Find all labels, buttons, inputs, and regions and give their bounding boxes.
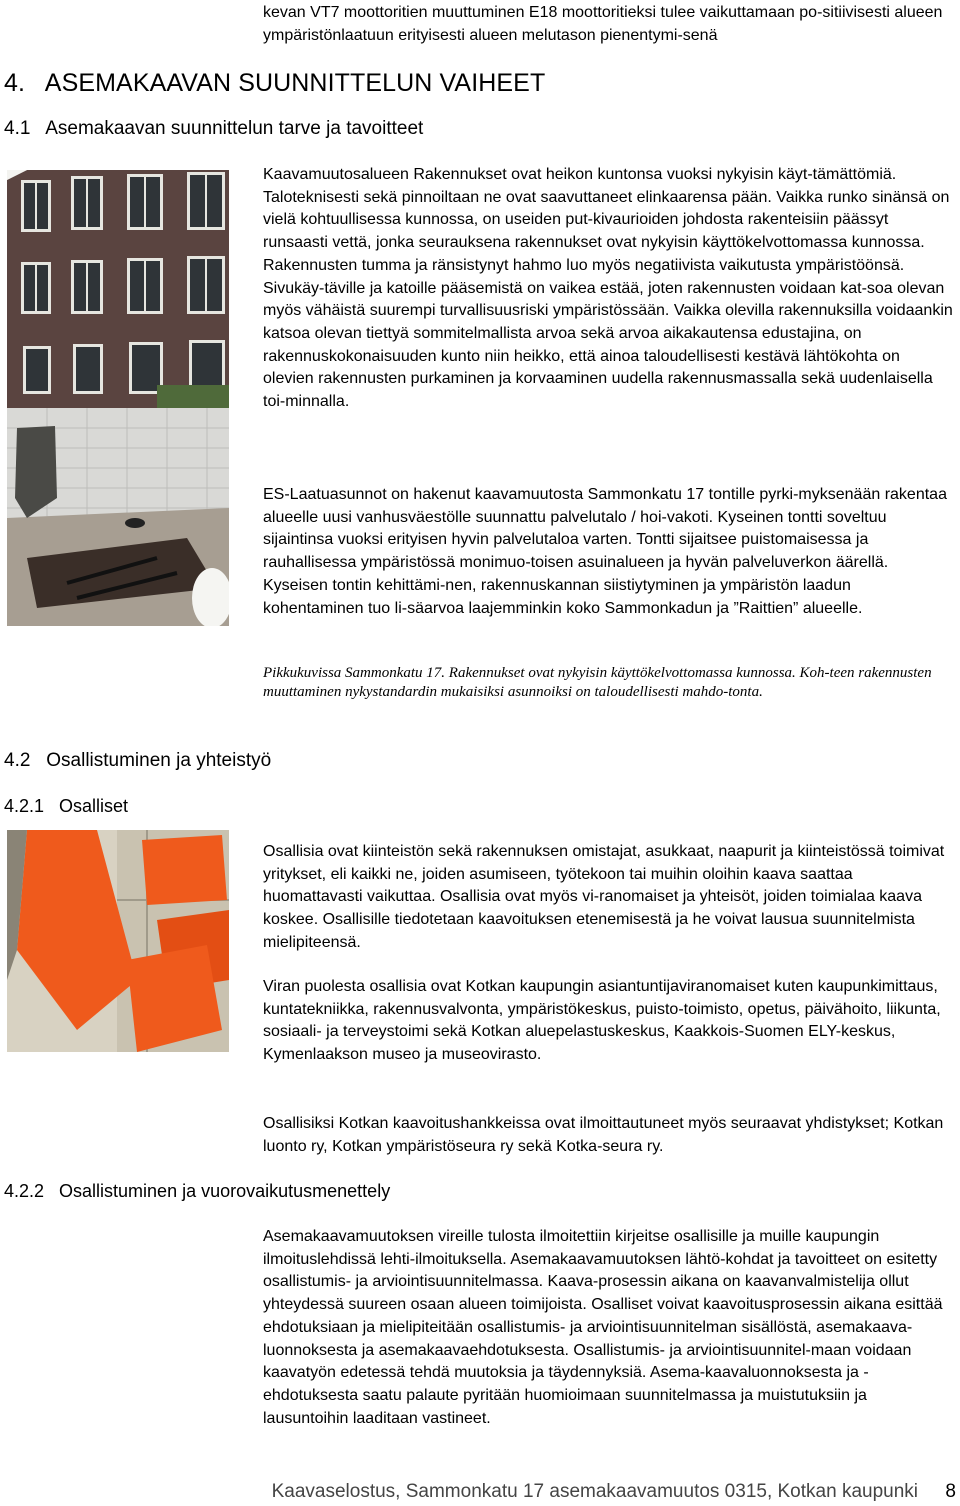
paragraph-associations: Osallisiksi Kotkan kaavoitushankkeissa ovat ilmoittautuneet myös seuraavat yhdistykset; Kotkan luonto ry, Kotkan ympäristöseura ry sekä Kotka-seura ry. [263, 1115, 944, 1155]
paragraph-participation: Asemakaavamuutoksen vireille tulosta ilmoitettiin kirjeitse osallisille ja muille kaupungin ilmoituslehdissä lehti-ilmoituksella. Asemakaavamuutoksen lähtö-kohdat ja tavoitteet on esitetty osallistumis- ja arviointisuunnitelmassa. Kaava-prosessin aikana on kaavanvalmistelija ollut yhteydessä suureen osaan alueen toimijoista. Osalliset voivat kaavoitusprosessin aikana esittää ehdotuksiaan ja mielipiteitään osallistumis- ja arviointisuunnitelman sisällöstä, asemakaava-luonnoksesta ja asemakaavaehdotuksesta. Osallistumis- ja arviointisuunnitel-maan voidaan kaavatyön edetessä tehdä muutoksia ja täydennyksiä. Asema-kaavaluonnoksesta ja -ehdotuksesta saatu palaute pyritään huomioimaan suunnitelmassa ja muistutuksiin ja lausuntoihin laaditaan vastineet. [263, 1228, 943, 1427]
building-facade-photo [7, 170, 229, 408]
section-heading-4-2-2: 4.2.2 Osallistuminen ja vuorovaikutusmenettely [4, 1181, 391, 1201]
photo-caption: Pikkukuvissa Sammonkatu 17. Rakennukset ovat nykyisin käyttökelvottomassa kunnossa. Koh-teen rakennusten muuttaminen nykystandardin mukaisiksi asunnoiksi on taloudellisesti mahdo-tonta. [263, 665, 932, 700]
page-number: 8 [945, 1481, 956, 1502]
orange-panels-photo [7, 830, 229, 1052]
continued-paragraph: kevan VT7 moottoritien muuttuminen E18 moottoritieksi tulee vaikuttamaan po-sitiivisesti alueen ympäristönlaatuun erityisesti alueen melutason pienentymi-senä [263, 4, 943, 44]
paragraph-building-condition: Kaavamuutosalueen Rakennukset ovat heikon kuntonsa vuoksi nykyisin käyt-tämättömiä. Taloteknisesti sekä pinnoiltaan ne ovat saavuttaneet elinkaarensa pään. Vaikka runko sinänsä on vielä kohtuullisessa kunnossa, on useiden put-kivaurioiden johdosta rakenteisiin päässyt runsaasti vettä, jonka seurauksena rakennukset ovat nykyisin käyttökelvottomassa kunnossa. Rakennusten tumma ja ränsistynyt hahmo luo myös negatiivista vaikutusta ympäristöönsä. Sivukäy-täville ja katoille pääsemistä on vaikea estää, joten rakennusten voidaan kat-soa olevan myös vähäistä suurempi turvallisuusriski ympäristössään. Vaikka olevilla rakennuksilla voidaankin katsoa olevan tiettyä sommitelmallista arvoa sekä arvoa aikakautensa edustajina, on rakennuskokonaisuuden kunto niin heikko, että ainoa taloudellisesti kestävä lähtökohta on olevien rakennusten purkaminen ja korvaaminen uudella rakennusmassalla sekä uudenlaisella toi-minnalla. [263, 166, 953, 411]
paragraph-stakeholders: Osallisia ovat kiinteistön sekä rakennuksen omistajat, asukkaat, naapurit ja kiinteistössä toimivat yritykset, eli kaikki ne, joiden asumiseen, työtekoon tai muihin oloihin kaava saattaa huomattavasti vaikuttaa. Osallisia ovat myös vi-ranomaiset ja yhteisöt, joiden toimialaa kaava koskee. Osallisille tiedotetaan kaavoituksen etenemisestä ja he voivat lausua suunnitelmista mielipiteensä. [263, 843, 945, 951]
section-heading-4-2: 4.2 Osallistuminen ja yhteistyö [4, 750, 272, 771]
footer-text: Kaavaselostus, Sammonkatu 17 asemakaavamuutos 0315, Kotkan kaupunki [271, 1481, 918, 1502]
paragraph-application: ES-Laatuasunnot on hakenut kaavamuutosta Sammonkatu 17 tontille pyrki-myksenään rakentaa alueelle uusi vanhusväestölle suunnattu palvelutalo / hoi-vakoti. Kyseinen tontti soveltuu sijaintinsa vuoksi erityisen hyvin palvelutaloa varten. Tontti sijaitsee puistomaisessa ja rauhallisessa ympäristössä monimuo-toisen asuinalueen ja hyvän palveluverkon äärellä. Kyseisen tontin kehittämi-nen, rakennuskannan siistiytyminen ja ympäristön laadun kohentaminen tuo li-säarvoa laajemminkin koko Sammonkadun ja ”Raittien” alueelle. [263, 486, 947, 617]
section-heading-4-1: 4.1 Asemakaavan suunnittelun tarve ja tavoitteet [4, 118, 424, 139]
damaged-interior-photo [7, 408, 229, 626]
section-heading-4-2-1: 4.2.1 Osalliset [4, 796, 129, 816]
paragraph-authorities: Viran puolesta osallisia ovat Kotkan kaupungin asiantuntijaviranomaiset kuten kaupunkimittaus, kuntatekniikka, rakennusvalvonta, ympäristökeskus, puisto-toimisto, opetus, päivähoito, liikunta, sosiaali- ja terveystoimi sekä Kotkan aluepelastuskeskus, Kaakkois-Suomen ELY-keskus, Kymenlaakson museo ja museovirasto. [263, 978, 941, 1064]
section-heading-4: 4. ASEMAKAAVAN SUUNNITTELUN VAIHEET [4, 69, 546, 97]
